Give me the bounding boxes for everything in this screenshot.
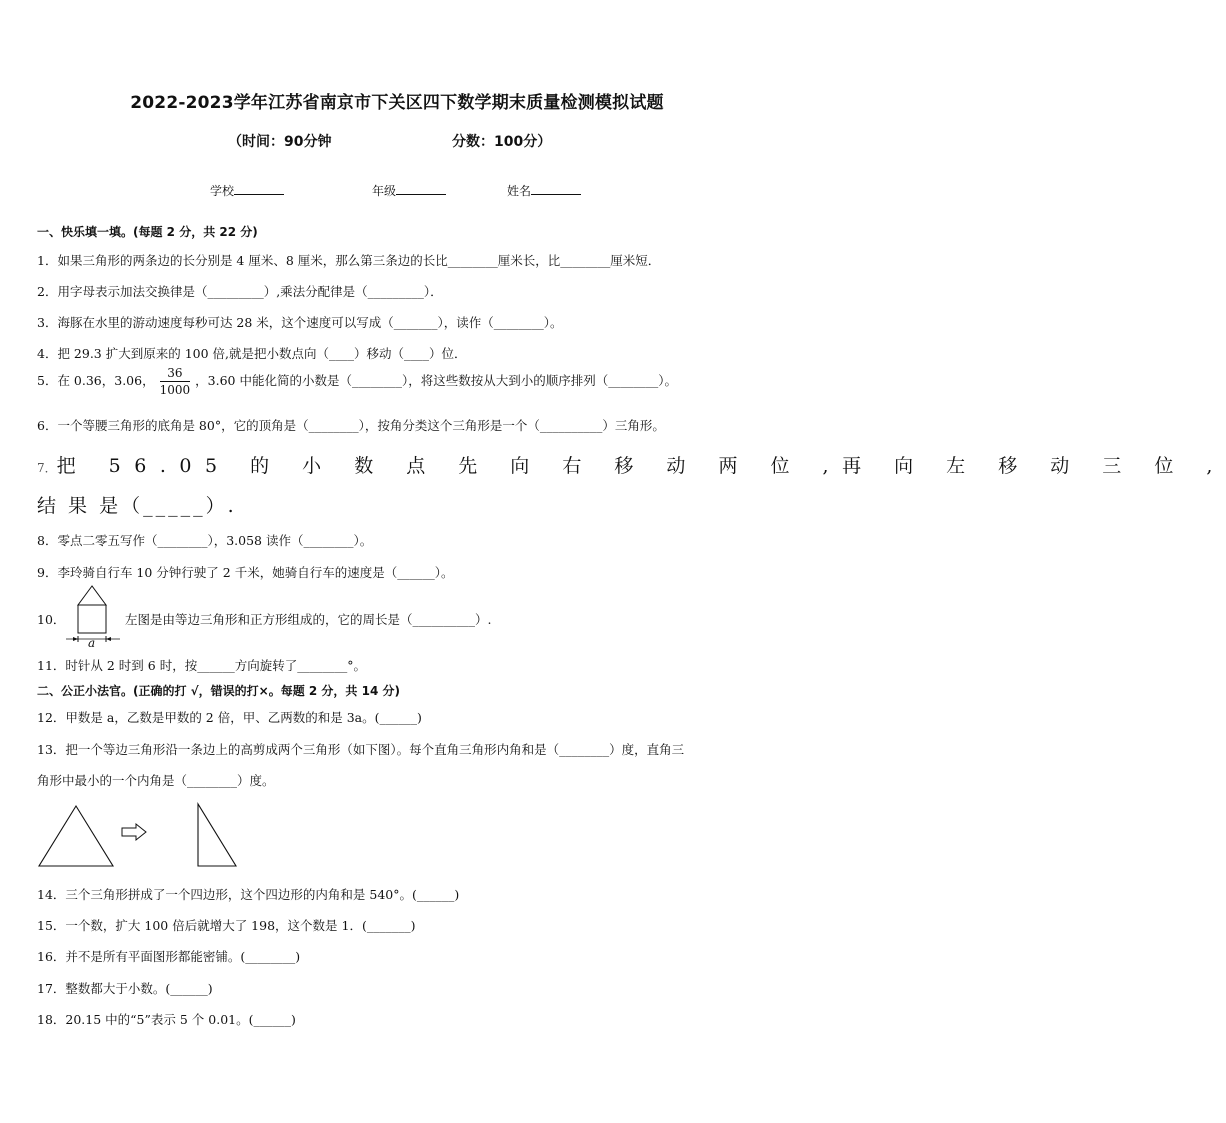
square xyxy=(78,605,106,633)
name-label: 姓名 xyxy=(507,184,532,198)
question-10-number: 10． xyxy=(37,612,66,627)
question-5-before: 5．在 0.36，3.06， xyxy=(37,373,155,388)
grade-blank[interactable] xyxy=(396,182,446,195)
question-10: 左图是由等边三角形和正方形组成的，它的周长是（__________）. xyxy=(125,612,492,627)
exam-time: （时间：90分钟 xyxy=(228,134,332,150)
house-shape-figure xyxy=(64,583,124,648)
right-triangle xyxy=(198,804,236,866)
dimension-arrow-right xyxy=(106,637,111,641)
question-16: 16．并不是所有平面图形都能密铺。(________) xyxy=(37,949,301,964)
right-arrow-icon xyxy=(122,824,146,840)
question-18: 18．20.15 中的“5”表示 5 个 0.01。(______) xyxy=(37,1012,296,1027)
school-field[interactable] xyxy=(210,182,284,199)
school-blank[interactable] xyxy=(234,182,284,195)
side-label-a: a xyxy=(88,636,96,650)
page-title: 2022-2023学年江苏省南京市下关区四下数学期末质量检测模拟试题 xyxy=(130,93,664,113)
question-9: 9．李玲骑自行车 10 分钟行驶了 2 千米，她骑自行车的速度是（______）。 xyxy=(37,565,454,580)
dimension-arrow-left xyxy=(73,637,78,641)
question-2: 2．用字母表示加法交换律是（_________）,乘法分配律是（_________）． xyxy=(37,284,443,299)
grade-label: 年级 xyxy=(372,184,397,198)
grade-field[interactable] xyxy=(372,182,446,199)
question-14: 14．三个三角形拼成了一个四边形，这个四边形的内角和是 540°。(______) xyxy=(37,887,460,902)
question-3: 3．海豚在水里的游动速度每秒可达 28 米，这个速度可以写成（_______），读作（________）。 xyxy=(37,315,563,330)
triangle-cut-figure xyxy=(36,800,246,872)
question-11: 11．时针从 2 时到 6 时，按______方向旋转了________°。 xyxy=(37,658,366,673)
fraction xyxy=(160,366,191,397)
question-8: 8．零点二零五写作（________），3.058 读作（________）。 xyxy=(37,533,373,548)
question-13-line-2: 角形中最小的一个内角是（________）度。 xyxy=(37,773,275,788)
question-17: 17．整数都大于小数。(______) xyxy=(37,981,213,996)
question-6: 6．一个等腰三角形的底角是 80°，它的顶角是（________），按角分类这个三角形是一个（__________）三角形。 xyxy=(37,418,665,433)
fraction-numerator: 36 xyxy=(160,366,191,382)
section-1-heading: 一、快乐填一填。(每题 2 分，共 22 分) xyxy=(37,225,258,239)
question-4: 4．把 29.3 扩大到原来的 100 倍,就是把小数点向（____）移动（____）位． xyxy=(37,346,467,361)
name-field[interactable] xyxy=(507,182,581,199)
question-7-text: 把 56.05 的 小 数 点 先 向 右 移 动 两 位 ,再 向 左 移 动 三 位 , xyxy=(56,455,1226,477)
question-13-line-1: 13．把一个等边三角形沿一条边上的高剪成两个三角形（如下图）。每个直角三角形内角和是（________）度，直角三 xyxy=(37,742,685,757)
question-7-line-2: 结 果 是（_____）. xyxy=(37,495,237,517)
section-2-heading: 二、公正小法官。(正确的打 √，错误的打×。每题 2 分，共 14 分) xyxy=(37,684,400,698)
question-12: 12．甲数是 a，乙数是甲数的 2 倍，甲、乙两数的和是 3a。(______) xyxy=(37,710,422,725)
question-1: 1．如果三角形的两条边的长分别是 4 厘米、8 厘米，那么第三条边的长比________厘米长，比________厘米短． xyxy=(37,253,661,268)
question-15: 15．一个数，扩大 100 倍后就增大了 198，这个数是 1．(_______) xyxy=(37,918,416,933)
fraction-denominator: 1000 xyxy=(159,383,191,397)
question-7-line-1 xyxy=(37,451,1226,478)
equilateral-triangle xyxy=(39,806,113,866)
question-5 xyxy=(37,366,677,397)
question-5-after: ，3.60 中能化简的小数是（________），将这些数按从大到小的顺序排列（________）。 xyxy=(195,373,677,388)
question-7-number: 7． xyxy=(37,461,57,475)
school-label: 学校 xyxy=(210,184,235,198)
equilateral-triangle xyxy=(78,586,106,605)
exam-score: 分数：100分） xyxy=(452,134,552,150)
name-blank[interactable] xyxy=(531,182,581,195)
